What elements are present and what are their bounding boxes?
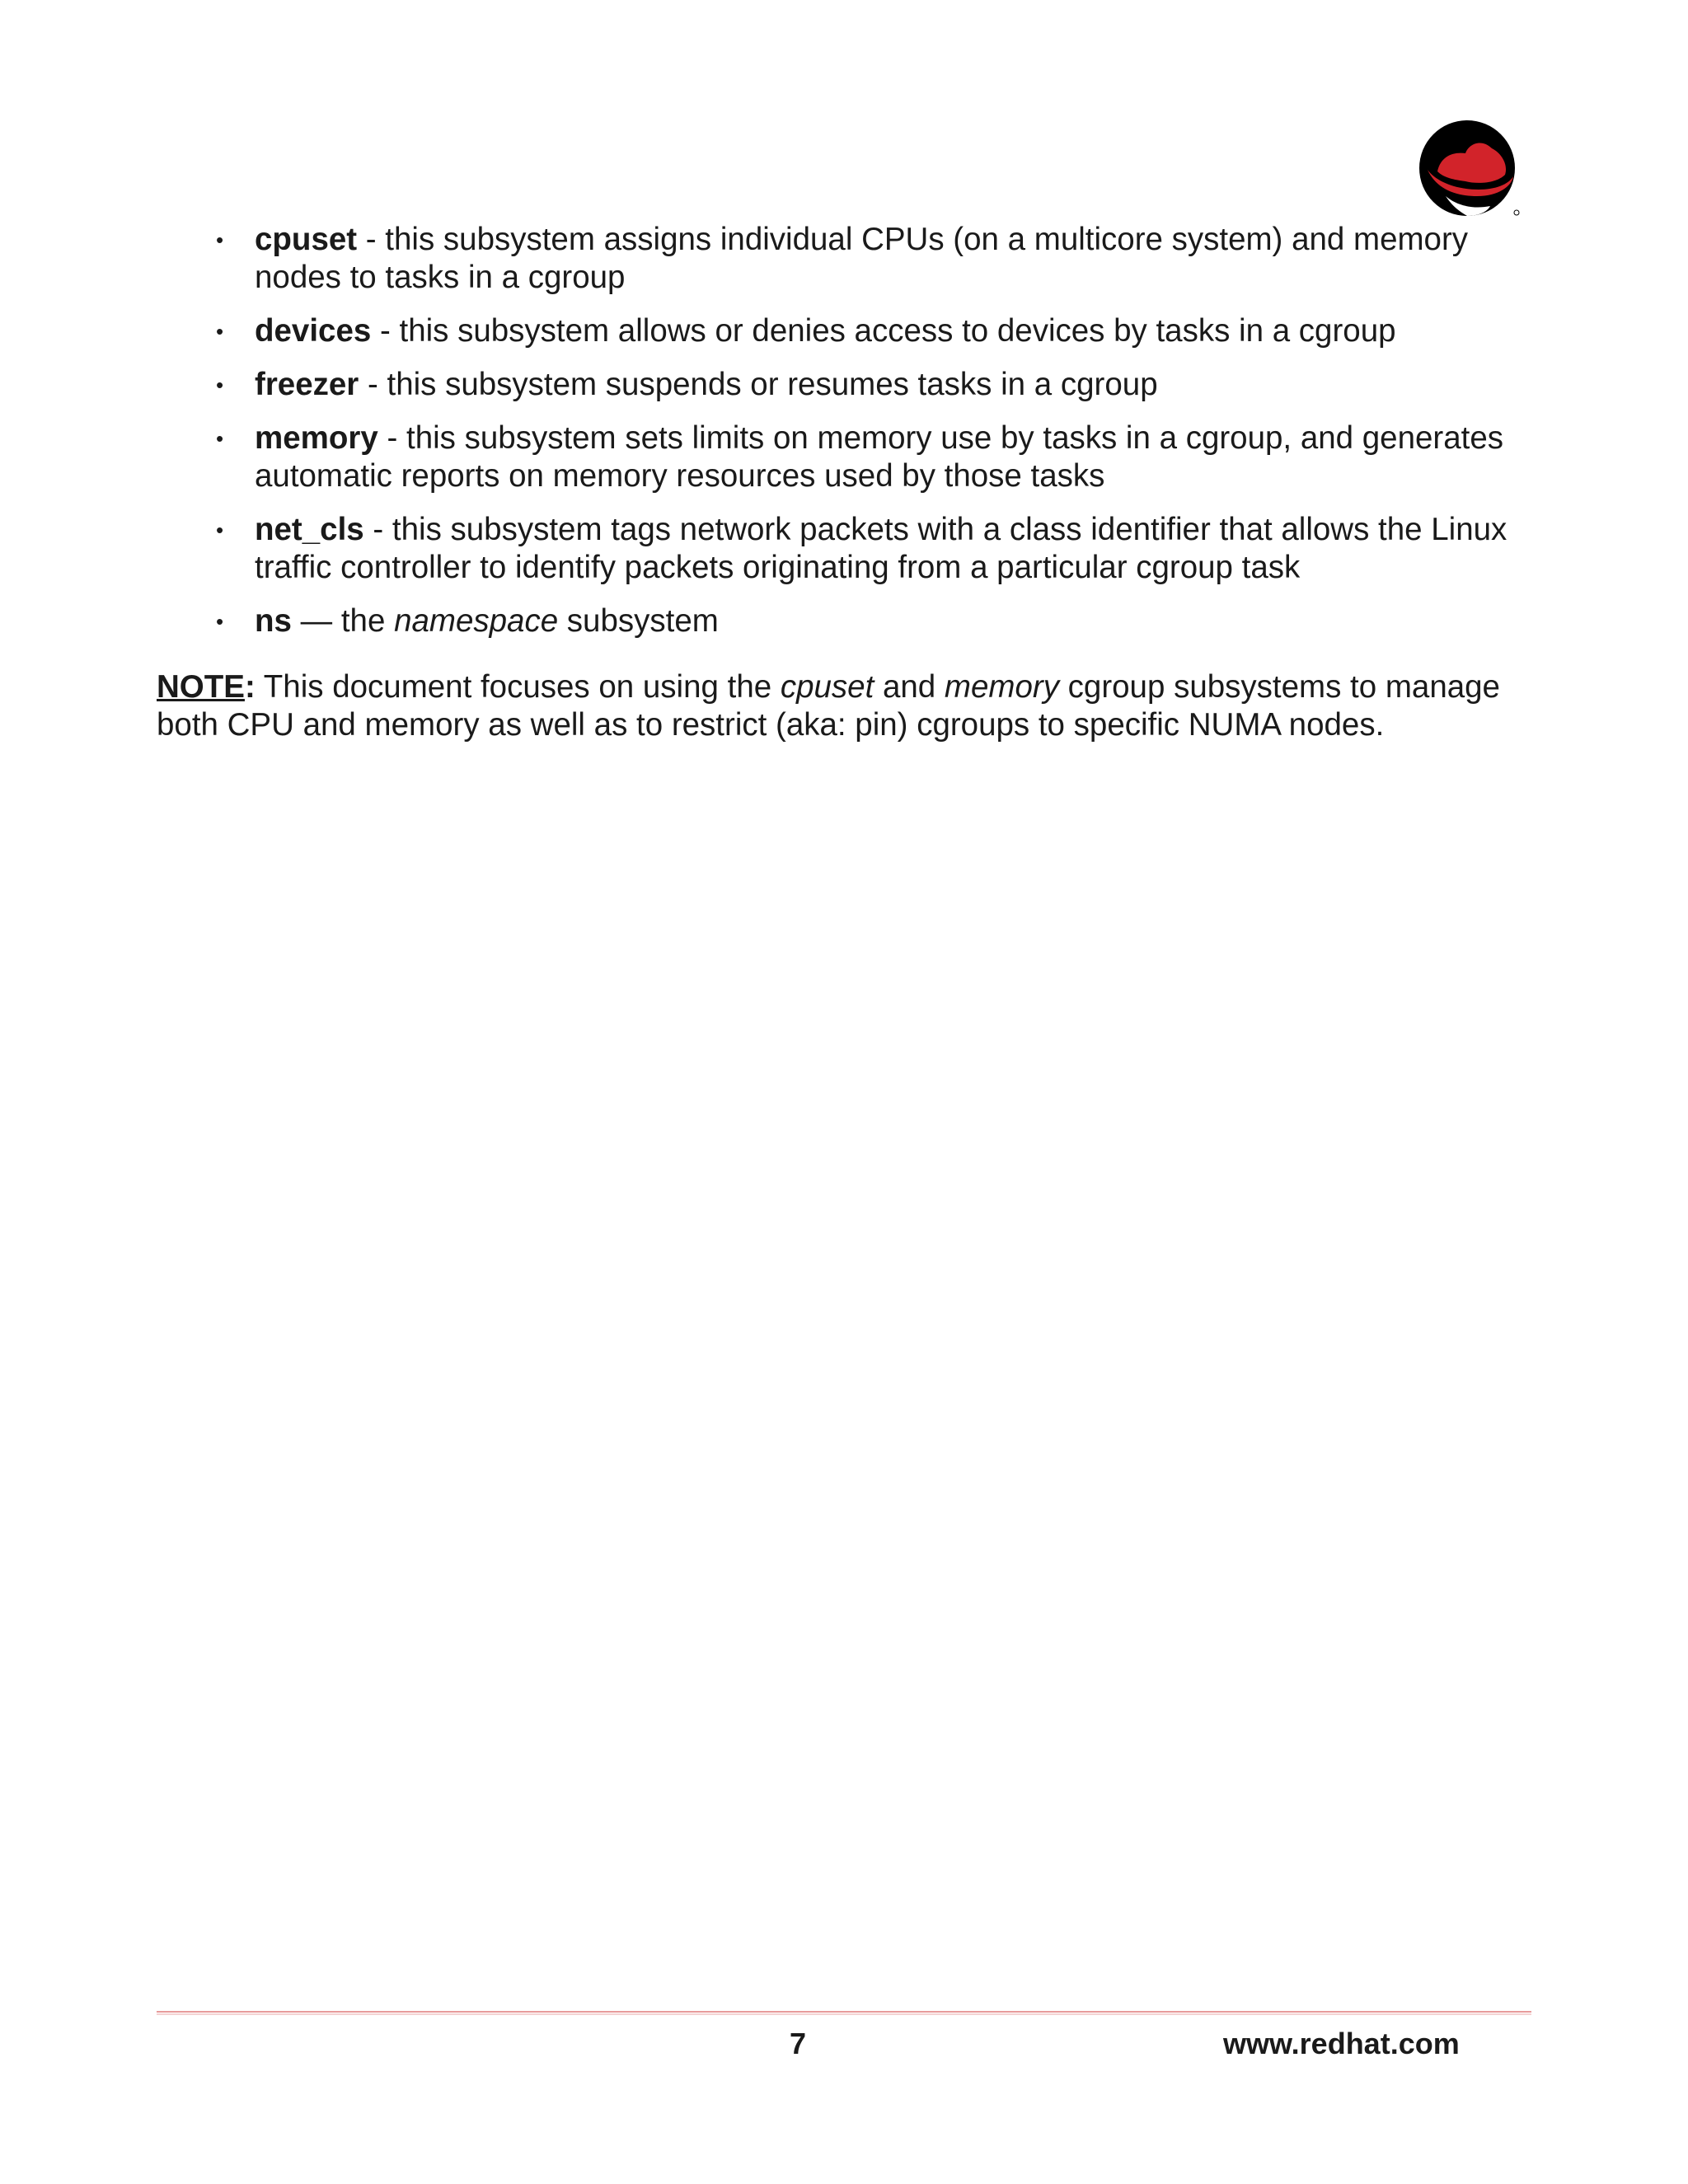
note-text-3: cgroup subsystems to manage both CPU and memory as well as to restrict (aka: pin) cgroups to specific NUMA nodes. xyxy=(157,669,1500,743)
bullet-icon: • xyxy=(216,609,224,634)
bullet-icon: • xyxy=(216,373,224,397)
list-item-net-cls xyxy=(157,511,1541,587)
description-devices: - this subsystem allows or denies access to devices by tasks in a cgroup xyxy=(371,313,1396,349)
term-net-cls: net_cls xyxy=(255,512,364,547)
list-item-cpuset xyxy=(157,221,1541,297)
note-paragraph xyxy=(157,668,1508,744)
description-ns-suffix: subsystem xyxy=(558,603,719,639)
bullet-icon: • xyxy=(216,227,224,252)
description-memory: - this subsystem sets limits on memory use by tasks in a cgroup, and generates automatic reports on memory resources used by those tasks xyxy=(255,420,1503,494)
footer-url: www.redhat.com xyxy=(1223,2027,1460,2060)
description-freezer: - this subsystem suspends or resumes tasks in a cgroup xyxy=(359,367,1158,402)
term-freezer: freezer xyxy=(255,367,359,402)
term-ns: ns xyxy=(255,603,292,639)
description-ns-prefix: — the xyxy=(291,603,395,639)
term-memory: memory xyxy=(255,420,378,456)
description-cpuset: - this subsystem assigns individual CPUs (on a multicore system) and memory nodes to tasks in a cgroup xyxy=(255,222,1469,295)
redhat-logo xyxy=(1416,120,1523,218)
description-net-cls: - this subsystem tags network packets with a class identifier that allows the Linux traffic controller to identify packets originating from a particular cgroup task xyxy=(255,512,1507,585)
term-devices: devices xyxy=(255,313,372,349)
term-cpuset: cpuset xyxy=(255,222,358,257)
note-colon: : xyxy=(244,669,256,705)
bullet-icon: • xyxy=(216,426,224,451)
bullet-icon: • xyxy=(216,319,224,344)
list-item-devices xyxy=(157,312,1541,350)
note-italic-cpuset: cpuset xyxy=(780,669,874,705)
note-label: NOTE xyxy=(157,669,245,705)
description-ns-italic: namespace xyxy=(394,603,559,639)
redhat-shadowman-logo-icon xyxy=(1416,120,1523,218)
note-text-1: This document focuses on using the xyxy=(255,669,781,705)
note-text-2: and xyxy=(874,669,945,705)
list-item-ns xyxy=(157,602,1541,640)
subsystem-list xyxy=(157,221,1541,656)
footer-divider xyxy=(157,2011,1531,2015)
note-italic-memory: memory xyxy=(944,669,1059,705)
page-number: 7 xyxy=(790,2027,807,2060)
bullet-icon: • xyxy=(216,518,224,542)
list-item-memory xyxy=(157,419,1541,495)
list-item-freezer xyxy=(157,366,1541,404)
